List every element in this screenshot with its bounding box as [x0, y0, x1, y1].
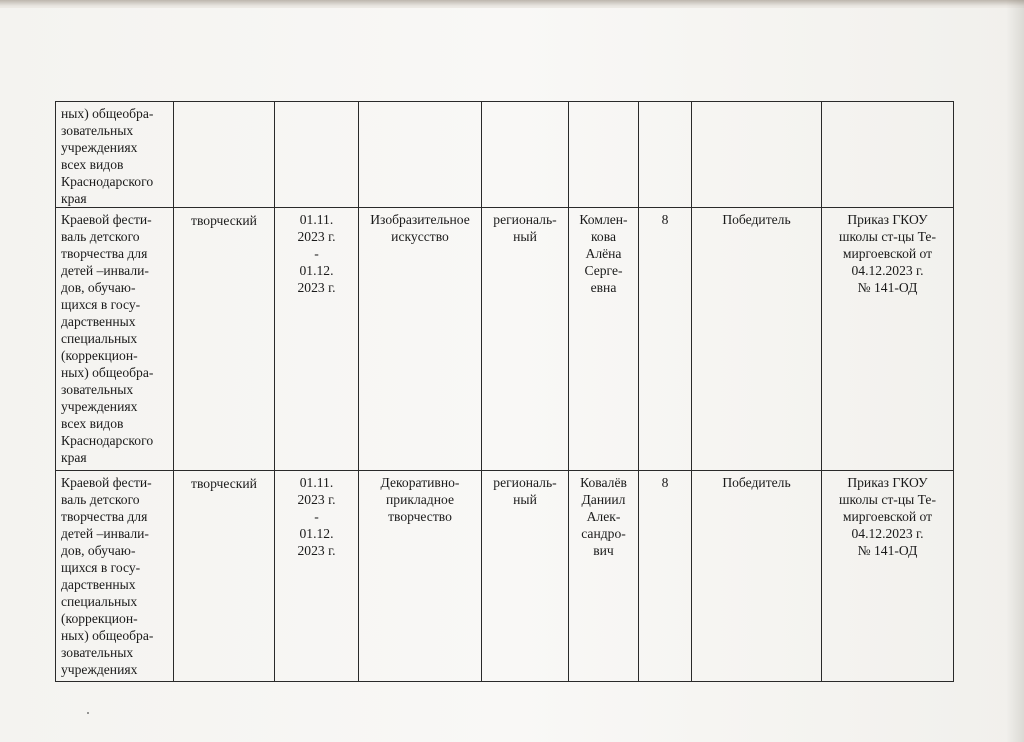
document-cell: Приказ ГКОУ школы ст-цы Те- миргоевской от 04.12.2023 г. № 141-ОД	[822, 208, 954, 471]
table-row	[56, 471, 954, 682]
result-cell: Победитель	[692, 471, 822, 682]
paper-speck	[87, 712, 89, 714]
grade-cell: 8	[639, 208, 692, 471]
level-cell: региональ- ный	[482, 471, 569, 682]
nomination-cell	[359, 102, 482, 208]
document-cell: Приказ ГКОУ школы ст-цы Те- миргоевской от 04.12.2023 г. № 141-ОД	[822, 471, 954, 682]
event-dates-cell: 01.11. 2023 г. - 01.12. 2023 г.	[275, 471, 359, 682]
result-cell	[692, 102, 822, 208]
participant-cell: Ковалёв Даниил Алек- сандро- вич	[569, 471, 639, 682]
document-cell	[822, 102, 954, 208]
event-dates-cell	[275, 102, 359, 208]
nomination-cell: Изобразительное искусство	[359, 208, 482, 471]
level-cell: региональ- ный	[482, 208, 569, 471]
event-name-cell: Краевой фести- валь детского творчества для детей –инвали- дов, обучаю- щихся в госу- дарственных специальных (коррекцион- ных) общеобра- зовательных учреждениях всех видов Краснодарского края	[56, 208, 174, 471]
event-dates-cell: 01.11. 2023 г. - 01.12. 2023 г.	[275, 208, 359, 471]
awards-table	[55, 101, 954, 682]
nomination-cell: Декоративно- прикладное творчество	[359, 471, 482, 682]
grade-cell: 8	[639, 471, 692, 682]
page-edge-shadow	[1006, 0, 1024, 742]
table-row	[56, 208, 954, 471]
event-type-cell: творческий	[174, 208, 275, 471]
participant-cell	[569, 102, 639, 208]
event-type-cell	[174, 102, 275, 208]
table-row	[56, 102, 954, 208]
event-type-cell: творческий	[174, 471, 275, 682]
grade-cell	[639, 102, 692, 208]
event-name-cell: ных) общеобра- зовательных учреждениях всех видов Краснодарского края	[56, 102, 174, 208]
level-cell	[482, 102, 569, 208]
result-cell: Победитель	[692, 208, 822, 471]
event-name-cell: Краевой фести- валь детского творчества для детей –инвали- дов, обучаю- щихся в госу- дарственных специальных (коррекцион- ных) общеобра- зовательных учреждениях	[56, 471, 174, 682]
participant-cell: Комлен- кова Алёна Серге- евна	[569, 208, 639, 471]
